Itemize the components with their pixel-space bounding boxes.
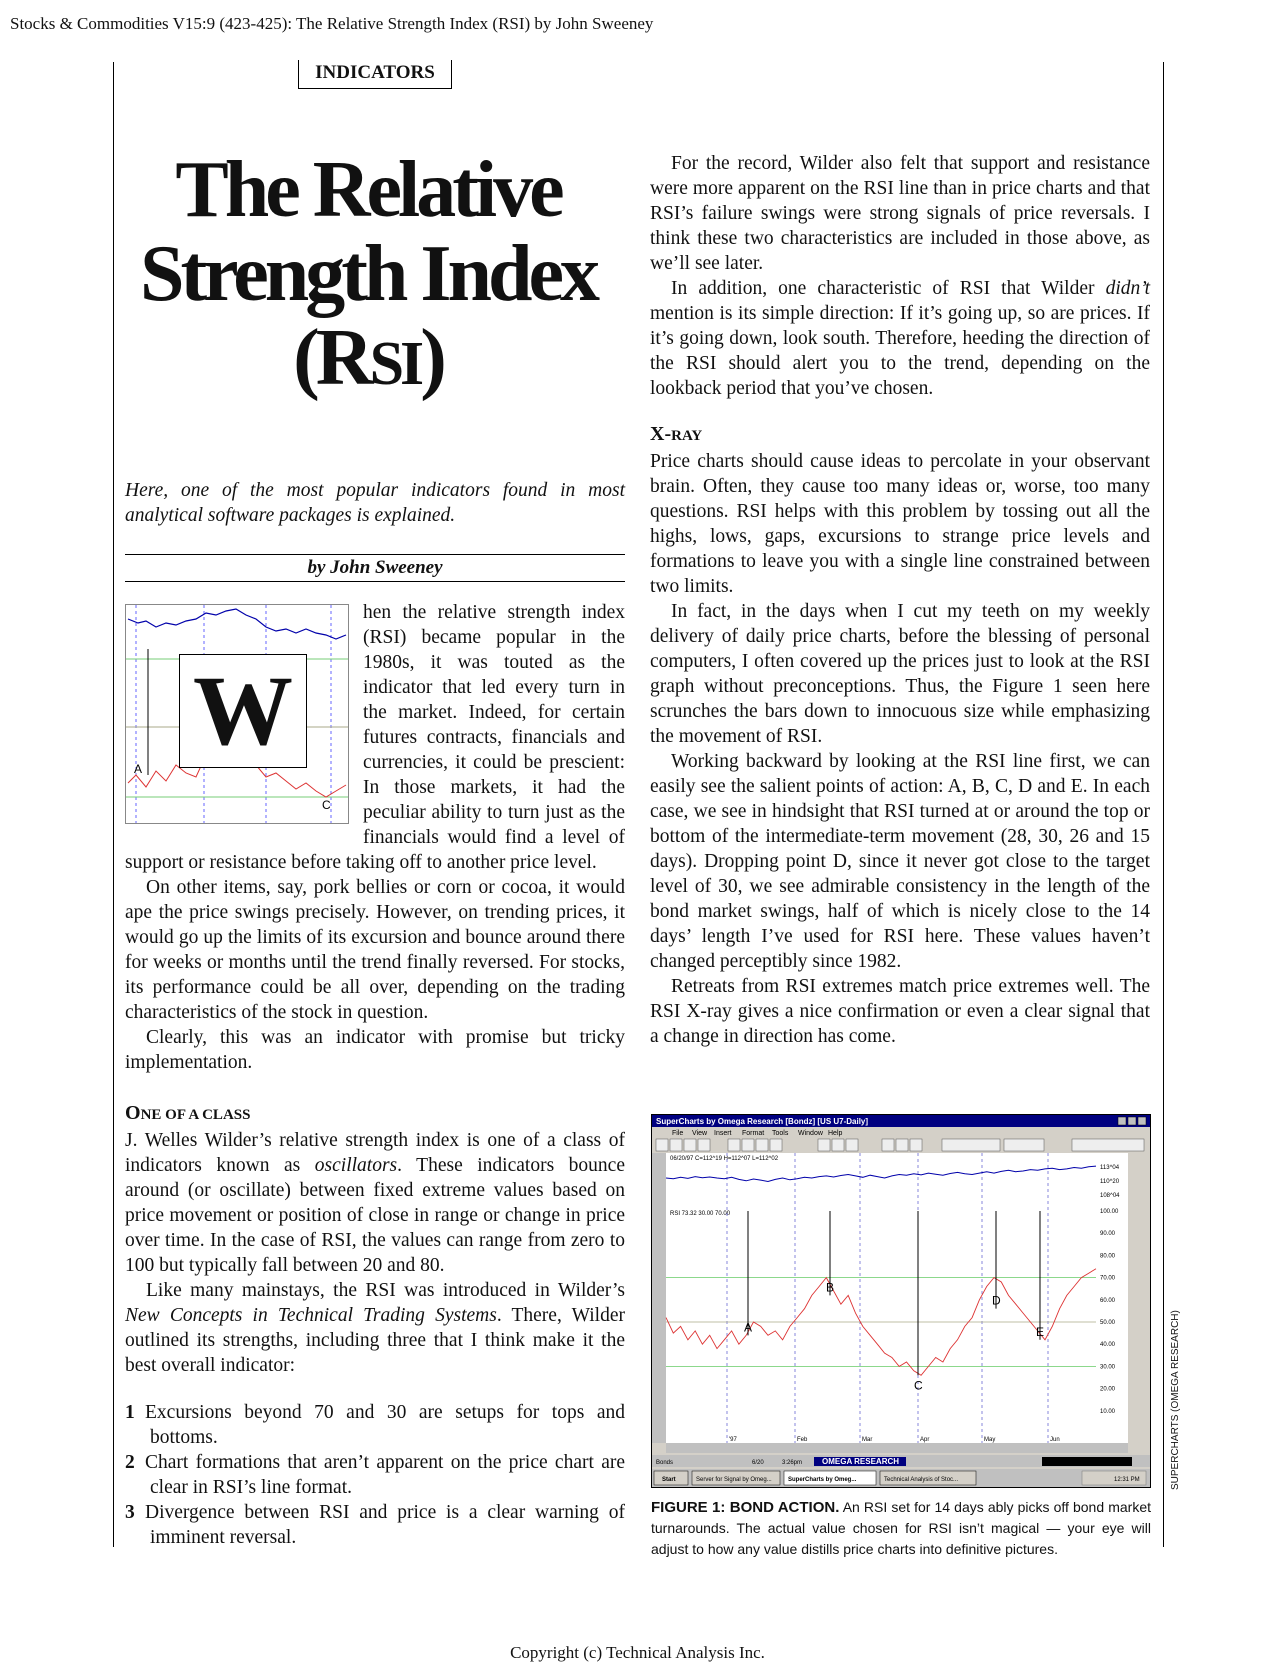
taskbar-clock: 12:31 PM	[1114, 1477, 1140, 1483]
price-axis-label: 108^04	[1100, 1193, 1120, 1199]
rsi-readout: RSI 73.32 30.00 70.00	[670, 1211, 731, 1217]
taskbar-item-technical-label: Technical Analysis of Stoc...	[884, 1477, 959, 1483]
intro-column	[125, 600, 625, 1075]
running-header: Stocks & Commodities V15:9 (423-425): The Relative Strength Index (RSI) by John Sweeney	[10, 14, 654, 33]
minimize-button[interactable]	[1118, 1117, 1126, 1125]
list-item: 1 Excursions beyond 70 and 30 are setups for tops and bottoms.	[125, 1402, 625, 1448]
figure-screenshot	[651, 1114, 1151, 1488]
rsi-axis-label: 60.00	[1100, 1297, 1116, 1304]
xray-paragraph-3: Working backward by looking at the RSI line first, we can easily see the salient points of action: A, B, C, D and E. In each case, we see in hindsight that RSI turned at or around the top or bottom of the intermediate-term movement (28, 30, 26 and 15 days). Dropping point D, since it never got close to the target level of 30, we see admirable consistency in the length of the bond market swings, half of which is nicely close to the 14 days’ length I’ve used for RSI here. These values haven’t changed perceptibly since 1982.	[650, 751, 1150, 972]
rsi-axis-label: 20.00	[1100, 1386, 1116, 1393]
rsi-axis-label: 80.00	[1100, 1253, 1116, 1260]
menu-view[interactable]: View	[692, 1130, 708, 1137]
status-time: 3:26pm	[782, 1460, 803, 1466]
start-label: Start	[662, 1477, 676, 1483]
one-of-a-class-section	[125, 1100, 625, 1550]
title-line-2: Strength Index	[140, 230, 596, 318]
title-line-1: The Relative	[175, 146, 561, 234]
intro-paragraph-3: Clearly, this was an indicator with promise but tricky implementation.	[125, 1027, 625, 1073]
turn-point-label-a: A	[744, 1320, 753, 1335]
subhead-one-of-a-class: ONE OF A CLASS	[125, 1102, 251, 1124]
rsi-axis-label: 90.00	[1100, 1231, 1116, 1238]
taskbar-item-server-label: Server for Signal by Omeg...	[696, 1477, 772, 1483]
menu-window[interactable]: Window	[798, 1130, 823, 1137]
right-column	[650, 151, 1150, 1049]
byline: by John Sweeney	[125, 554, 625, 582]
dropcap-letter: W	[179, 654, 307, 768]
month-label: '97	[729, 1437, 737, 1443]
xray-paragraph-4: Retreats from RSI extremes match price extremes well. The RSI X-ray gives a nice confirmation or even a clear signal that a change in direction has come.	[650, 976, 1150, 1047]
status-brand: OMEGA RESEARCH	[822, 1457, 900, 1466]
xray-paragraph-1: Price charts should cause ideas to percolate in your observant brain. Often, they cause too many ideas or, worse, too many questions. RSI helps with this problem by tossing out all the highs, lows, gaps, excursions to strange price levels and formations to leave you with a single line constrained between two limits.	[650, 451, 1150, 597]
column-rule-left	[113, 62, 114, 1547]
image-credit: SUPERCHARTS (OMEGA RESEARCH)	[1170, 1310, 1181, 1490]
price-axis-label: 113^04	[1100, 1165, 1120, 1171]
dropcap-thumbnail	[125, 604, 349, 824]
month-label: Mar	[862, 1437, 873, 1443]
column-rule-right	[1163, 62, 1164, 1547]
status-date: 6/20	[752, 1460, 764, 1466]
menu-insert[interactable]: Insert	[714, 1130, 732, 1137]
section-tag: INDICATORS	[298, 60, 452, 89]
figure-caption-text: An RSI set for 14 days ably picks off bond market turnarounds. The actual value chosen for RSI isn’t magical — your eye will adjust to how any value distills price charts into definitive pictures.	[651, 1499, 1151, 1557]
month-label: Feb	[797, 1437, 808, 1443]
rsi-axis-label: 50.00	[1100, 1320, 1116, 1326]
month-label: Apr	[920, 1437, 930, 1443]
price-axis-label: 110^20	[1100, 1179, 1120, 1185]
list-item: 2 Chart formations that aren’t apparent on the price chart are clear in RSI’s line format.	[125, 1452, 625, 1498]
menu-file[interactable]: File	[672, 1130, 684, 1137]
title-line-3: (RSI)	[293, 314, 443, 402]
drawing-tools-strip[interactable]	[652, 1153, 666, 1443]
right-paragraph-1: For the record, Wilder also felt that support and resistance were more apparent on the RSI line than in price charts and that RSI’s failure swings were strong signals of price reversals. I think these two characteristics are included in those above, as we’ll see later.	[650, 153, 1150, 274]
menu-bar	[672, 1130, 843, 1137]
rsi-axis-label: 40.00	[1100, 1342, 1116, 1349]
rsi-axis-label: 10.00	[1100, 1408, 1116, 1415]
thumbnail-point-c: C	[322, 798, 331, 812]
close-button[interactable]	[1138, 1117, 1146, 1125]
window-title: SuperCharts by Omega Research [Bondz] [US U7-Daily]	[656, 1117, 869, 1126]
menu-format[interactable]: Format	[742, 1130, 765, 1137]
toolbar	[656, 1139, 1144, 1151]
price-readout: 06/20/97 C=112^19 H=112^07 L=112^02	[670, 1156, 779, 1162]
rsi-axis-label: 70.00	[1100, 1275, 1116, 1282]
strengths-list	[125, 1400, 625, 1550]
supercharts-window	[652, 1115, 1150, 1487]
thumbnail-point-a: A	[134, 762, 143, 776]
rsi-axis-label: 30.00	[1100, 1364, 1116, 1371]
figure-caption-label: FIGURE 1: BOND ACTION.	[651, 1499, 840, 1516]
menu-help[interactable]: Help	[828, 1130, 843, 1137]
month-label: Jun	[1050, 1437, 1060, 1443]
maximize-button[interactable]	[1128, 1117, 1136, 1125]
list-item: 3 Divergence between RSI and price is a clear warning of imminent reversal.	[125, 1502, 625, 1548]
right-paragraph-2: In addition, one characteristic of RSI that Wilder didn’t mention is its simple direction: If it’s going up, so are prices. If it’s going down, look south. Therefore, heeding the direction of the RSI should alert you to the trend, depending on the lookback period that you’ve chosen.	[650, 278, 1150, 399]
article-title	[118, 148, 618, 406]
subhead-x-ray: X-RAY	[650, 423, 703, 445]
article-deck: Here, one of the most popular indicators found in most analytical software packages is explained.	[125, 480, 625, 526]
intro-paragraph-1: hen the relative strength index (RSI) became popular in the 1980s, it was touted as the indicator that led every turn in the market. Indeed, for certain futures contracts, financials and currencies, it could be prescient: In those markets, it had the peculiar ability to turn just as the financials would find a level of support or resistance before taking off to another price level.	[125, 602, 625, 873]
figure-caption	[651, 1497, 1151, 1560]
class-paragraph-2: Like many mainstays, the RSI was introduced in Wilder’s New Concepts in Technical Trading Systems. There, Wilder outlined its strengths, including three that I think make it the best overall indicator:	[125, 1280, 625, 1376]
turn-point-label-e: E	[1036, 1324, 1045, 1339]
intro-paragraph-2: On other items, say, pork bellies or corn or cocoa, it would ape the price swings precisely. However, on trending prices, it would go up the limits of its excursion and bounce around there for weeks or months until the trend finally reversed. For stocks, its performance could be all over, depending on the trading characteristics of the stock in question.	[125, 877, 625, 1023]
status-symbol: Bonds	[656, 1460, 674, 1466]
rsi-axis-label: 100.00	[1100, 1209, 1119, 1215]
turn-point-label-c: C	[914, 1378, 923, 1393]
xray-paragraph-2: In fact, in the days when I cut my teeth on my weekly delivery of daily price charts, before the blessing of personal computers, I often covered up the prices just to look at the RSI graph without preconceptions. Thus, the Figure 1 seen here scrunches the bars down to innocuous size while emphasizing the movement of RSI.	[650, 601, 1150, 747]
chart-plot-area	[666, 1153, 1096, 1443]
price-axis-labels	[1100, 1165, 1120, 1199]
taskbar-item-supercharts-label: SuperCharts by Omeg...	[788, 1477, 857, 1483]
turn-point-label-d: D	[992, 1293, 1001, 1308]
horizontal-scrollbar[interactable]	[666, 1443, 1128, 1453]
class-paragraph-1: J. Welles Wilder’s relative strength index is one of a class of indicators known as oscillators. These indicators bounce around (or oscillate) between fixed extreme values based on price movement or position of close in range or change in price over time. In the case of RSI, the values can range from zero to 100 but typically fall between 20 and 80.	[125, 1130, 625, 1276]
turn-point-label-b: B	[826, 1280, 835, 1295]
menu-tools[interactable]: Tools	[772, 1130, 789, 1137]
footer-copyright: Copyright (c) Technical Analysis Inc.	[510, 1643, 765, 1662]
month-label: May	[984, 1437, 996, 1443]
